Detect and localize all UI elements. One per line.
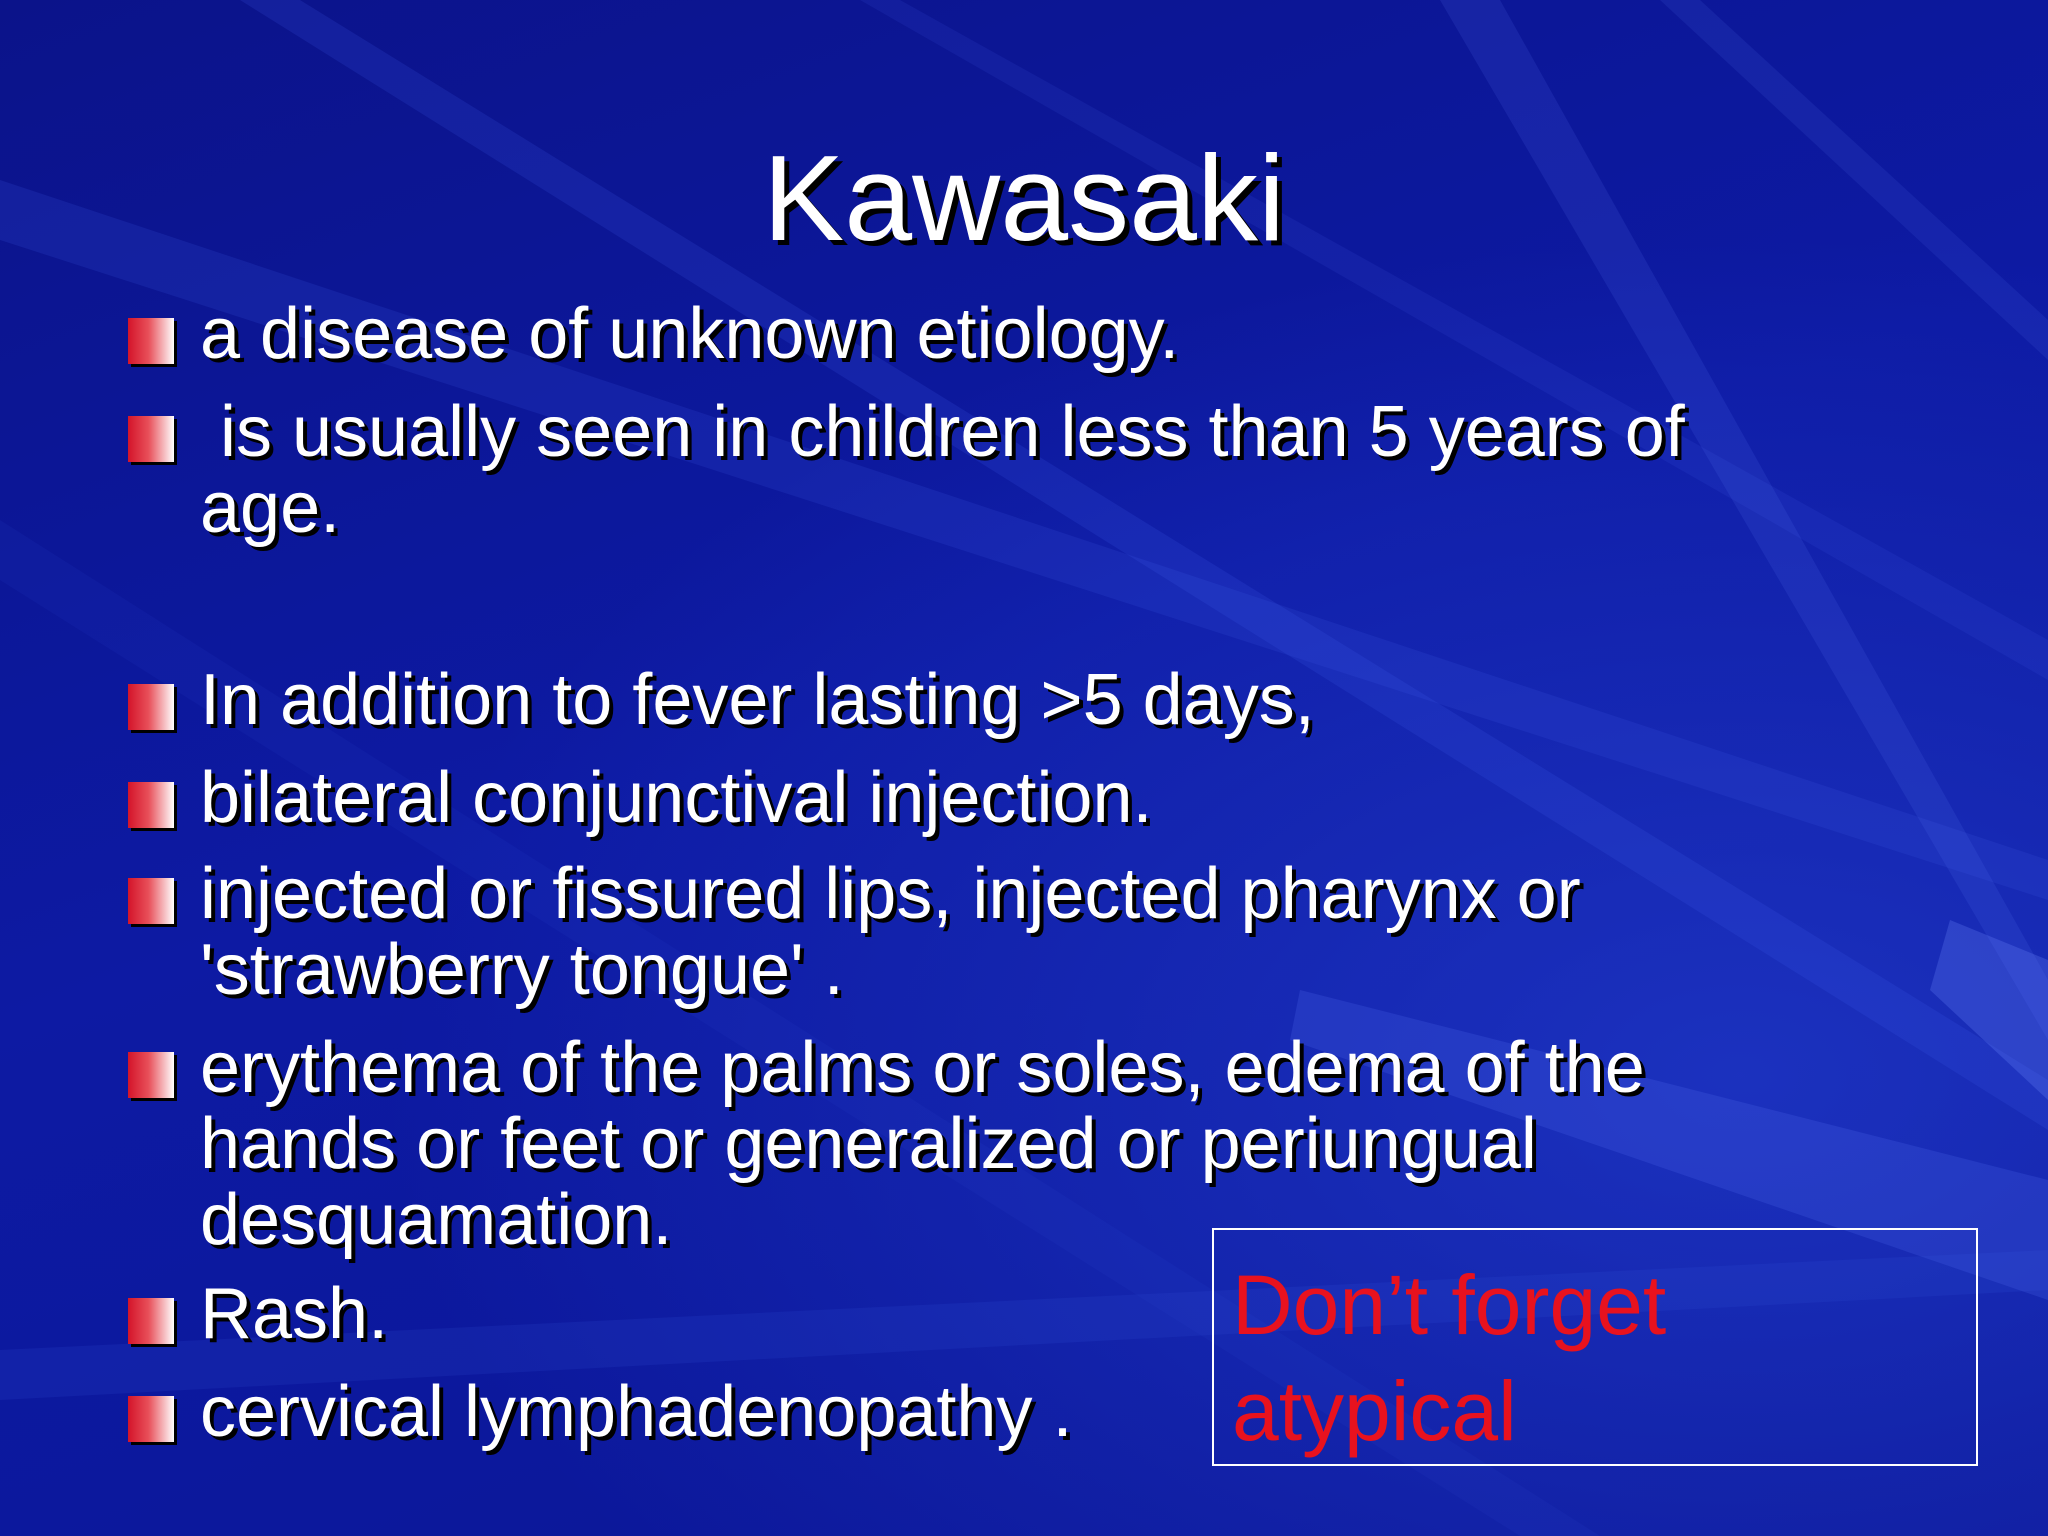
bullet-text: erythema of the palms or soles, edema of the hands or feet or generalized or periungual desquamation.: [200, 1028, 1645, 1260]
square-bullet-icon: [128, 782, 174, 828]
square-bullet-icon: [128, 1298, 174, 1344]
square-bullet-icon: [128, 684, 174, 730]
bullet-text: is usually seen in children less than 5 years of age.: [200, 392, 1685, 548]
square-bullet-icon: [128, 1396, 174, 1442]
square-bullet-icon: [128, 1052, 174, 1098]
square-bullet-icon: [128, 878, 174, 924]
slide-title: Kawasaki: [762, 130, 1286, 266]
square-bullet-icon: [128, 318, 174, 364]
bullet-text: cervical lymphadenopathy .: [200, 1372, 1073, 1452]
atypical-note-box: [1212, 1228, 1978, 1466]
bullet-text: injected or fissured lips, injected pharynx or 'strawberry tongue' .: [200, 854, 1581, 1010]
bullet-text: bilateral conjunctival injection.: [200, 758, 1153, 838]
bullet-text: Rash.: [200, 1274, 389, 1354]
bullet-text: a disease of unknown etiology.: [200, 294, 1180, 374]
square-bullet-icon: [128, 416, 174, 462]
bullet-text: In addition to fever lasting >5 days,: [200, 660, 1315, 740]
atypical-note-text: Don’t forget atypical: [1232, 1258, 1667, 1458]
